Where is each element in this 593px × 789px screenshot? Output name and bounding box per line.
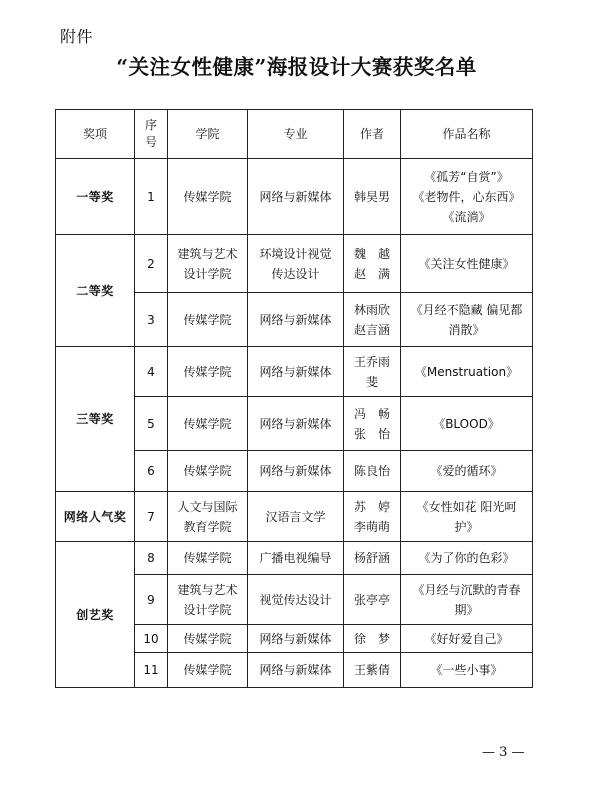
seq-cell: 2 (135, 235, 168, 293)
work-cell-line: 《孤芳“自赏”》 (424, 169, 509, 184)
seq-cell: 9 (135, 575, 168, 625)
author-cell (344, 397, 401, 451)
major-cell (248, 235, 344, 293)
college-cell-line: 传媒学院 (183, 464, 232, 478)
major-cell (248, 159, 344, 235)
college-cell (168, 542, 248, 575)
work-cell-line: 《爱的循环》 (430, 464, 503, 478)
prize-cell: 一等奖 (56, 159, 135, 235)
author-cell-line: 王紫倩 (353, 663, 390, 677)
page-number: — 3 — (482, 745, 525, 760)
work-cell (401, 625, 533, 653)
major-cell-line: 网络与新媒体 (259, 364, 332, 379)
college-cell (168, 653, 248, 688)
college-cell-line: 传媒学院 (183, 416, 232, 431)
work-cell-line: 《月经与沉默的青春 (412, 582, 521, 597)
header-college: 学院 (168, 110, 248, 159)
prize-cell: 网络人气奖 (56, 492, 135, 542)
major-cell-line: 汉语言文学 (265, 509, 326, 524)
author-cell-line: 赵言涵 (353, 322, 390, 337)
college-cell-line: 人文与国际 (177, 499, 238, 514)
author-cell (344, 235, 401, 293)
seq-cell: 8 (135, 542, 168, 575)
college-cell (168, 347, 248, 397)
author-cell-line: 陈良怡 (353, 464, 390, 478)
awards-body (56, 159, 533, 688)
seq-cell: 7 (135, 492, 168, 542)
major-cell-line: 网络与新媒体 (259, 312, 332, 327)
college-cell-line: 设计学院 (183, 266, 232, 281)
author-cell-line: 冯 畅 (353, 406, 390, 421)
work-cell-line: 《好好爱自己》 (424, 631, 509, 646)
attachment-label: 附件 (60, 27, 94, 46)
author-cell (344, 625, 401, 653)
college-cell (168, 235, 248, 293)
author-cell-line: 魏 越 (353, 246, 390, 261)
header-work: 作品名称 (401, 110, 533, 159)
work-cell (401, 451, 533, 492)
awards-table (55, 109, 533, 688)
work-cell-line: 《为了你的色彩》 (418, 551, 515, 565)
document-title: “关注女性健康”海报设计大赛获奖名单 (116, 55, 477, 79)
work-cell (401, 397, 533, 451)
work-cell (401, 492, 533, 542)
author-cell (344, 542, 401, 575)
seq-cell: 4 (135, 347, 168, 397)
author-cell-line: 斐 (365, 374, 378, 389)
major-cell (248, 542, 344, 575)
major-cell-line: 网络与新媒体 (259, 464, 332, 478)
work-cell (401, 159, 533, 235)
college-cell-line: 传媒学院 (183, 631, 232, 646)
college-cell-line: 设计学院 (183, 602, 232, 617)
seq-cell: 10 (135, 625, 168, 653)
work-cell-line: 《BLOOD》 (433, 416, 500, 431)
major-cell-line: 网络与新媒体 (259, 663, 332, 677)
author-cell (344, 159, 401, 235)
author-cell-line: 张 怡 (353, 426, 390, 441)
table-row (56, 492, 533, 542)
prize-cell: 二等奖 (56, 235, 135, 347)
work-cell (401, 293, 533, 347)
major-cell (248, 397, 344, 451)
seq-cell: 6 (135, 451, 168, 492)
major-cell-line: 环境设计视觉 (259, 246, 332, 261)
college-cell-line: 传媒学院 (183, 189, 232, 204)
seq-cell: 3 (135, 293, 168, 347)
college-cell-line: 传媒学院 (183, 312, 232, 327)
college-cell (168, 625, 248, 653)
author-cell (344, 575, 401, 625)
header-seq: 序号 (135, 110, 168, 159)
major-cell (248, 347, 344, 397)
major-cell (248, 451, 344, 492)
author-cell-line: 张亭亭 (353, 592, 390, 607)
author-cell-line: 李萌萌 (353, 519, 390, 534)
work-cell (401, 542, 533, 575)
major-cell (248, 625, 344, 653)
college-cell (168, 293, 248, 347)
table-row (56, 159, 533, 235)
prize-cell: 三等奖 (56, 347, 135, 492)
work-cell (401, 347, 533, 397)
college-cell-line: 建筑与艺术 (177, 246, 238, 261)
table-row (56, 347, 533, 397)
major-cell-line: 网络与新媒体 (259, 189, 332, 204)
work-cell-line: 《流淌》 (442, 209, 491, 224)
work-cell-line: 《老物件，心东西》 (412, 189, 521, 204)
table-row (56, 542, 533, 575)
header-row (56, 110, 533, 159)
major-cell-line: 广播电视编导 (259, 551, 332, 565)
work-cell-line: 《一些小事》 (430, 663, 503, 677)
college-cell-line: 教育学院 (183, 519, 232, 534)
prize-cell: 创艺奖 (56, 542, 135, 688)
work-cell-line: 护》 (454, 519, 479, 534)
work-cell (401, 653, 533, 688)
work-cell-line: 《关注女性健康》 (418, 256, 515, 271)
author-cell-line: 赵 满 (353, 266, 390, 281)
author-cell-line: 王乔雨 (353, 354, 390, 369)
work-cell-line: 消散》 (448, 322, 485, 337)
author-cell (344, 653, 401, 688)
major-cell (248, 293, 344, 347)
author-cell (344, 492, 401, 542)
college-cell (168, 159, 248, 235)
major-cell-line: 视觉传达设计 (259, 592, 332, 607)
author-cell (344, 451, 401, 492)
seq-cell: 11 (135, 653, 168, 688)
header-author: 作者 (344, 110, 401, 159)
college-cell-line: 传媒学院 (183, 364, 232, 379)
major-cell-line: 网络与新媒体 (259, 416, 332, 431)
author-cell-line: 徐 梦 (353, 631, 390, 646)
seq-cell: 5 (135, 397, 168, 451)
college-cell (168, 397, 248, 451)
college-cell-line: 传媒学院 (183, 663, 232, 677)
major-cell-line: 网络与新媒体 (259, 631, 332, 646)
work-cell-line: 期》 (454, 602, 479, 617)
major-cell (248, 653, 344, 688)
author-cell-line: 林雨欣 (353, 302, 390, 317)
major-cell-line: 传达设计 (271, 266, 320, 281)
author-cell (344, 347, 401, 397)
college-cell (168, 492, 248, 542)
work-cell (401, 575, 533, 625)
work-cell-line: 《女性如花 阳光呵 (416, 499, 517, 514)
work-cell-line: 《Menstruation》 (414, 364, 519, 379)
seq-cell: 1 (135, 159, 168, 235)
major-cell (248, 492, 344, 542)
college-cell (168, 575, 248, 625)
header-prize: 奖项 (56, 110, 135, 159)
author-cell-line: 杨舒涵 (353, 551, 390, 565)
work-cell-line: 《月经不隐藏 偏见都 (410, 302, 523, 317)
work-cell (401, 235, 533, 293)
college-cell (168, 451, 248, 492)
author-cell-line: 韩昊男 (353, 189, 390, 204)
college-cell-line: 建筑与艺术 (177, 582, 238, 597)
header-major: 专业 (248, 110, 344, 159)
author-cell-line: 苏 婷 (353, 499, 390, 514)
table-row (56, 235, 533, 293)
author-cell (344, 293, 401, 347)
college-cell-line: 传媒学院 (183, 551, 232, 565)
major-cell (248, 575, 344, 625)
